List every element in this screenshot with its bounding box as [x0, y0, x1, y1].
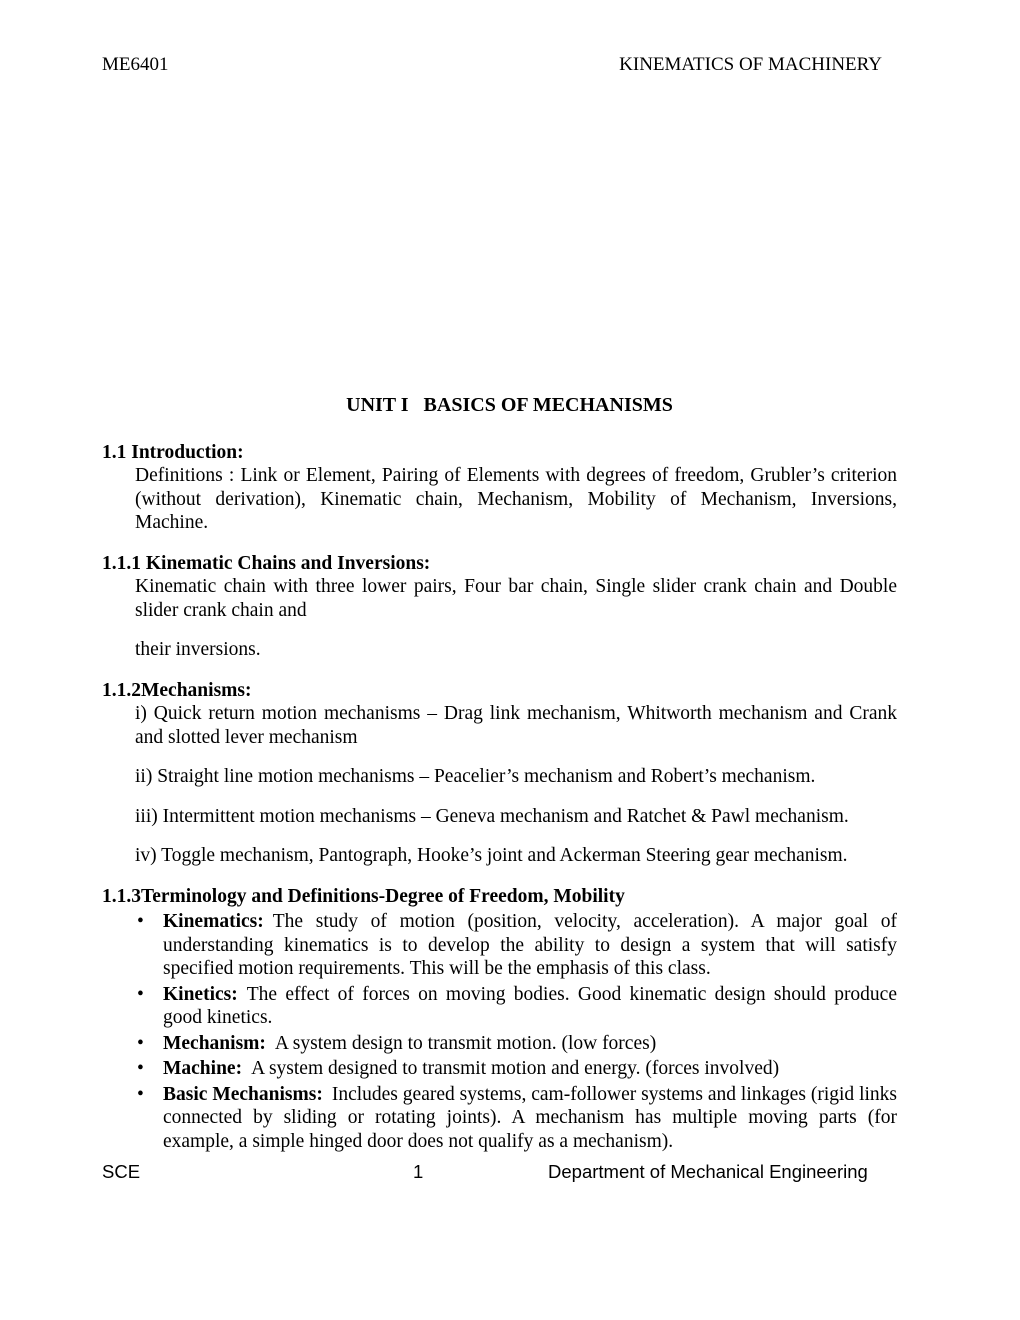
- unit-title: UNIT I BASICS OF MECHANISMS: [346, 394, 673, 416]
- section-kinematic-chains: [102, 552, 897, 662]
- term-label: Basic Mechanisms:: [163, 1083, 323, 1105]
- paragraph: ii) Straight line motion mechanisms – Peacelier’s mechanism and Robert’s mechanism.: [135, 766, 816, 787]
- section-mechanisms: [102, 679, 897, 868]
- page-header: [102, 53, 882, 76]
- term-definition: The study of motion (position, velocity, acceleration). A major goal of understanding kinematics is to develop the ability to design a system that will satisfy specified motion requirements. This will be the emphasis of this class.: [163, 911, 897, 979]
- list-item-kinetics: [102, 983, 897, 1030]
- section-introduction: [102, 441, 897, 535]
- header-course-title: KINEMATICS OF MACHINERY: [619, 54, 882, 75]
- list-item-basic-mechanisms: [102, 1083, 897, 1154]
- paragraph: i) Quick return motion mechanisms – Drag link mechanism, Whitworth mechanism and Crank and slotted lever mechanism: [135, 703, 897, 748]
- list-item-machine: [102, 1057, 897, 1081]
- paragraph: iv) Toggle mechanism, Pantograph, Hooke’s joint and Ackerman Steering gear mechanism.: [135, 845, 848, 866]
- term-definition: A system design to transmit motion. (low forces): [274, 1032, 657, 1054]
- list-item-kinematics: [102, 910, 897, 981]
- term-definition: Includes geared systems, cam-follower systems and linkages (rigid links connected by sliding or rotating joints). A mechanism has multiple moving parts (for example, a simple hinged door does not qualify as a mechanism).: [163, 1083, 897, 1152]
- term-definition: A system designed to transmit motion and energy. (forces involved): [251, 1058, 780, 1079]
- section-heading-terminology: 1.1.3Terminology and Definitions-Degree of Freedom, Mobility: [102, 885, 625, 907]
- paragraph: Kinematic chain with three lower pairs, Four bar chain, Single slider crank chain and Double slider crank chain and: [135, 576, 897, 621]
- paragraph: Definitions : Link or Element, Pairing of Elements with degrees of freedom, Grubler’s criterion (without derivation), Kinematic chain, Mechanism, Mobility of Mechanism, Inversions, Machine.: [135, 465, 897, 533]
- section-terminology: [102, 885, 897, 1154]
- footer-department: Department of Mechanical Engineering: [548, 1161, 868, 1182]
- section-heading-mechanisms: 1.1.2Mechanisms:: [102, 679, 252, 701]
- term-label: Kinetics:: [163, 983, 238, 1005]
- page-number: 1: [413, 1161, 424, 1182]
- page-content: [102, 394, 897, 1153]
- section-heading-kinematic-chains: 1.1.1 Kinematic Chains and Inversions:: [102, 552, 431, 574]
- header-course-code: ME6401: [102, 54, 169, 75]
- paragraph: their inversions.: [135, 639, 261, 660]
- footer-institution: SCE: [102, 1161, 141, 1182]
- paragraph: iii) Intermittent motion mechanisms – Geneva mechanism and Ratchet & Pawl mechanism.: [135, 805, 849, 827]
- section-heading-introduction: 1.1 Introduction:: [102, 441, 244, 463]
- list-item-mechanism: [102, 1032, 897, 1056]
- term-label: Kinematics:: [163, 911, 264, 932]
- term-label: Mechanism:: [163, 1032, 266, 1054]
- term-label: Machine:: [163, 1058, 243, 1079]
- term-definition: The effect of forces on moving bodies. Good kinematic design should produce good kinetics.: [163, 983, 897, 1028]
